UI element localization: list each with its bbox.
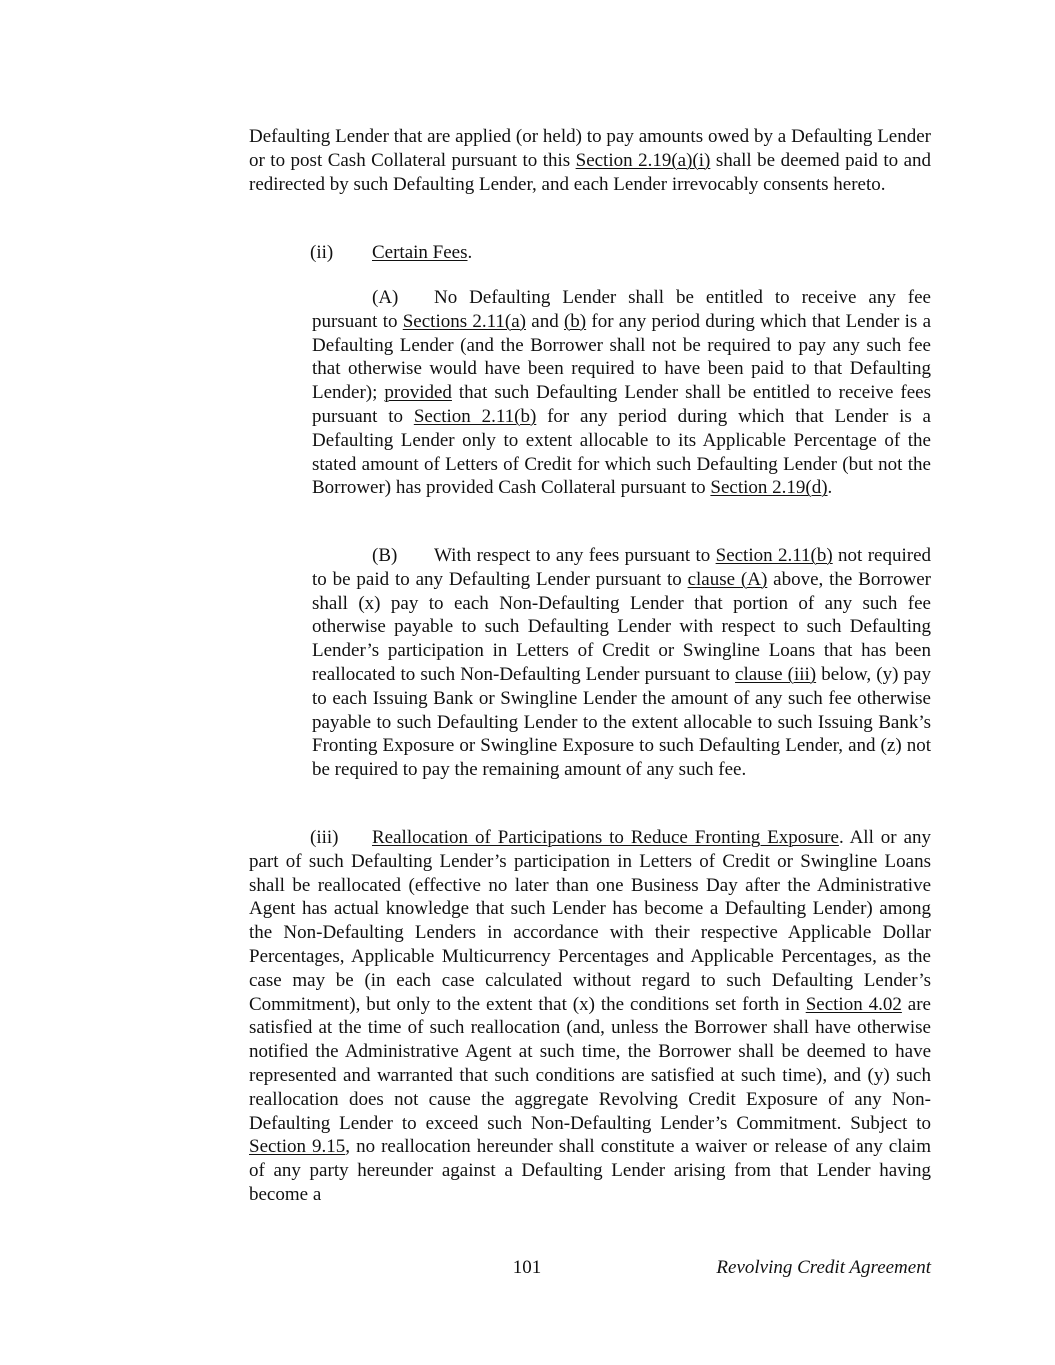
clause-a-text-c: for any period during which that Lender is a Defaulting Lender (and the Borrower shall not be required to pay any such fee that otherwise would have been required to have been paid to that Defaulting Lender); [312,310,931,404]
section-ii-number: (ii) [310,242,334,263]
clause-a-text-d: that such Defaulting Lender shall be entitled to receive fees pursuant to [312,382,932,427]
paragraph1-text-a: Defaulting Lender that are applied (or held) to pay amounts owed by a Defaulting Lender or to post Cash Collateral pursuant to this [249,126,931,171]
clause-a-text-b: and [526,310,564,332]
section-ii-heading [310,241,931,265]
clause-a-text-a: No Defaulting Lender shall be entitled to receive any fee pursuant to [312,287,931,332]
clause-b-label: (B) [372,545,398,566]
clause-a-text-e: for any period during which that Lender is a Defaulting Lender only to extent allocable to its Applicable Percentage of the stated amount of Letters of Credit for which such Defaulting Lender (but not the Borrower) has provided Cash Collateral pursuant to [312,405,931,499]
section-iii-text-c: , no reallocation hereunder shall constitute a waiver or release of any claim of any party hereunder against a Defaulting Lender arising from that Lender having become a [249,1136,931,1205]
b-reference: (b) [563,310,587,332]
document-title: Revolving Credit Agreement [716,1257,931,1278]
clause-b-text-a: With respect to any fees pursuant to [434,545,716,566]
section-iii-text-b: are satisfied at the time of such reallocation (and, unless the Borrower shall have otherwise notified the Administrative Agent at such time, the Borrower shall be deemed to have represented and warranted that such conditions are satisfied at such time), and (y) such reallocation does not cause the aggregate Revolving Credit Exposure of any Non-Defaulting Lender to exceed such Non-Defaulting Lender’s Commitment. Subject to [249,993,931,1134]
section-iii-paragraph [249,826,931,1207]
clause-a-label: (A) [372,287,399,308]
certain-fees-heading: Certain Fees [372,242,468,263]
section-9-15-reference: Section 9.15 [249,1136,346,1158]
clause-a-reference: clause (A) [687,568,768,590]
clause-iii-reference: clause (iii) [735,663,817,685]
section-4-02-reference: Section 4.02 [805,993,902,1015]
section-2-11-b-reference: Section 2.11(b) [413,405,537,427]
provided-term: provided [384,382,452,404]
clause-b-text-b: not required to be paid to any Defaulting Lender pursuant to [312,545,931,590]
section-ii-period: . [467,242,473,263]
clause-b-paragraph [312,544,931,782]
reallocation-heading: Reallocation of Participations to Reduce Fronting Exposure [372,827,839,848]
section-2-19-a-i-reference: Section 2.19(a)(i) [575,149,711,171]
section-2-19-d-reference: Section 2.19(d) [710,477,828,499]
section-iii-text-a: . All or any part of such Defaulting Lender’s participation in Letters of Credit or Swingline Loans shall be reallocated (effective no later than one Business Day after the Administrative Agent has actual knowledge that such Lender has become a Defaulting Lender) among the Non-Defaulting Lenders in accordance with their respective Applicable Dollar Percentages, Applicable Multicurrency Percentages and Applicable Percentages, as the case may be (in each case calculated without regard to such Defaulting Lender’s Commitment), but only to the extent that (x) the conditions set forth in [249,827,931,1015]
section-iii-number: (iii) [310,827,339,848]
clause-a-paragraph [312,286,931,500]
clause-b-text-c: above, the Borrower shall (x) pay to each Non-Defaulting Lender that portion of any such fee otherwise payable to such Defaulting Lender with respect to such Defaulting Lender’s participation in Letters of Credit or Swingline Loans that has been reallocated to such Non-Defaulting Lender pursuant to [312,568,931,685]
section-2-11-b-reference-2: Section 2.11(b) [715,545,833,566]
clause-a-text-f: . [827,477,833,499]
sections-2-11-a-reference: Sections 2.11(a) [402,310,527,332]
paragraph-continuation [249,125,931,196]
paragraph1-text-b: shall be deemed paid to and redirected by such Defaulting Lender, and each Lender irrevocably consents hereto. [249,149,931,195]
page-number: 101 [512,1257,542,1278]
clause-b-text-d: below, (y) pay to each Issuing Bank or Swingline Lender the amount of any such fee otherwise payable to such Defaulting Lender to the extent allocable to such Issuing Bank’s Fronting Exposure or Swingline Exposure to such Defaulting Lender, and (z) not be required to pay the remaining amount of any such fee. [312,663,931,781]
